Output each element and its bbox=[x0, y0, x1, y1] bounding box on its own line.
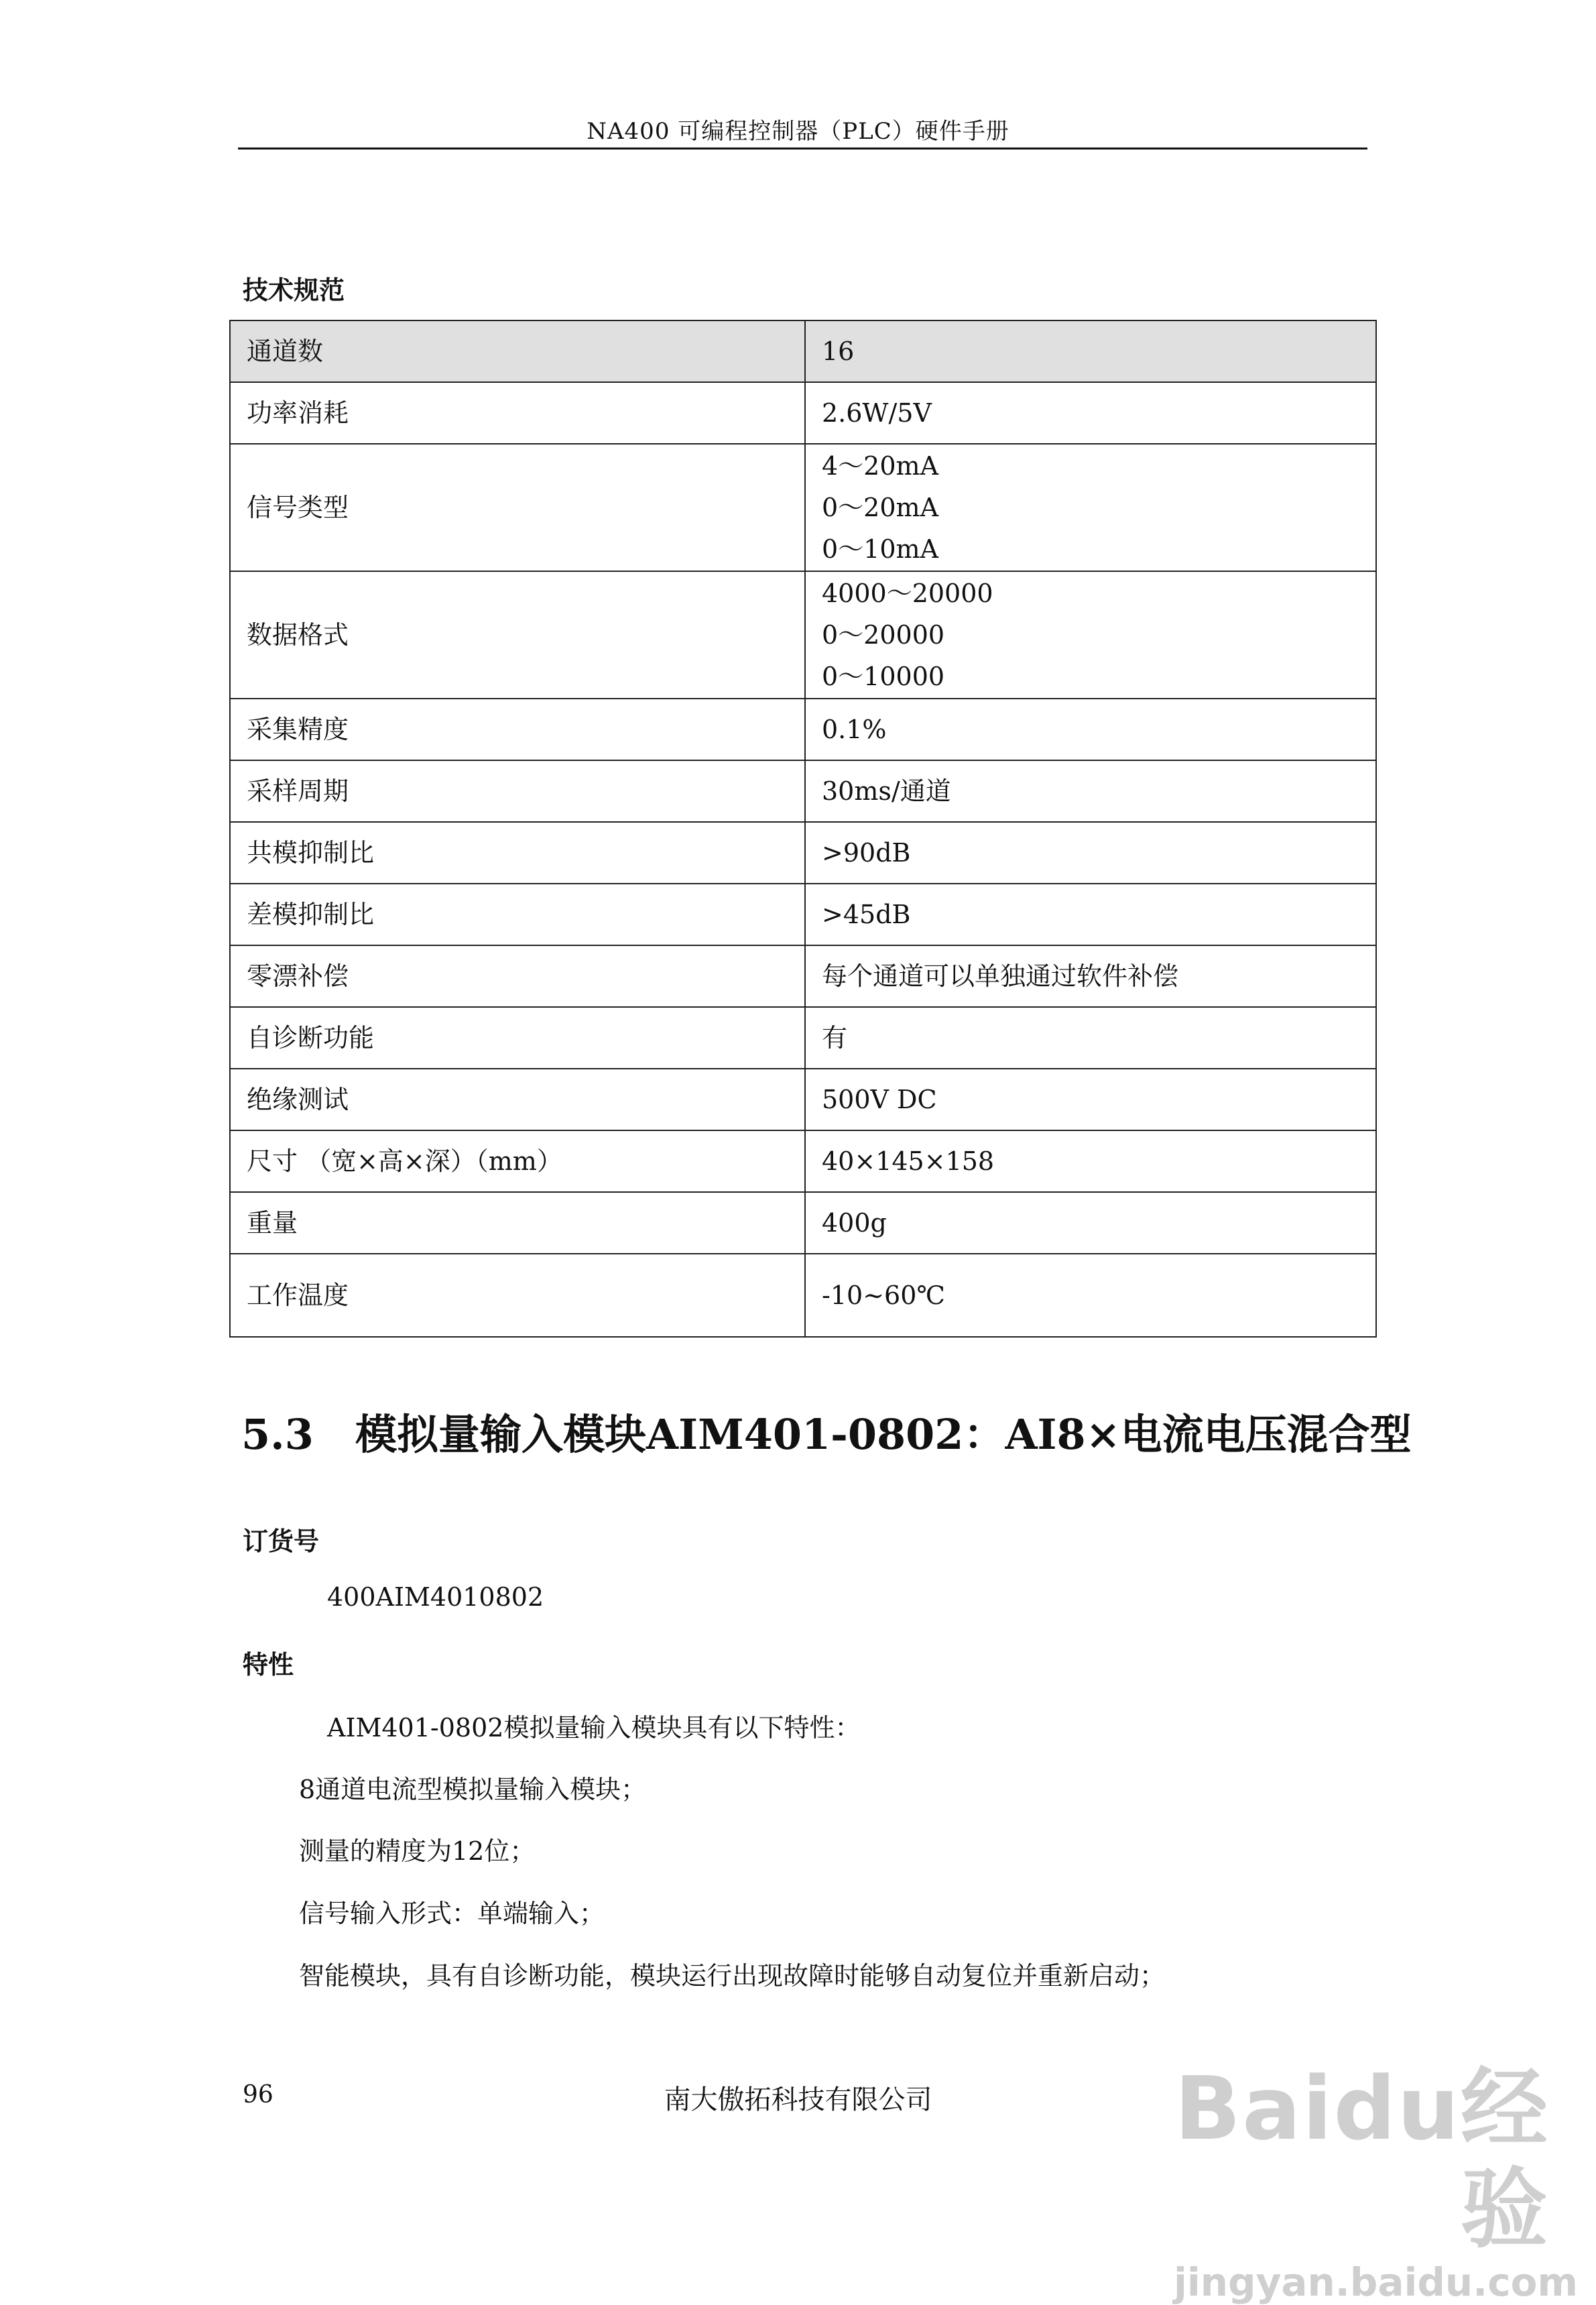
spec-value-line: 0～10mA bbox=[822, 534, 939, 564]
section-number: 5.3 bbox=[241, 1410, 314, 1459]
order-number: 400AIM4010802 bbox=[327, 1582, 544, 1612]
spec-value: >45dB bbox=[805, 884, 1376, 945]
spec-value-line: 0～20mA bbox=[822, 493, 939, 522]
page-header-title: NA400 可编程控制器（PLC）硬件手册 bbox=[587, 118, 1009, 145]
spec-label: 信号类型 bbox=[230, 444, 805, 571]
spec-heading: 技术规范 bbox=[243, 276, 345, 305]
spec-label: 数据格式 bbox=[230, 571, 805, 699]
section-heading bbox=[241, 1401, 1412, 1461]
watermark-logo: Baidu经验 bbox=[1174, 2058, 1549, 2260]
spec-value-line: 0～20000 bbox=[822, 620, 945, 650]
table-row bbox=[230, 1254, 1376, 1337]
table-row bbox=[230, 884, 1376, 945]
header-divider bbox=[238, 147, 1367, 150]
spec-value: 有 bbox=[805, 1007, 1376, 1069]
footer-company: 南大傲拓科技有限公司 bbox=[664, 2084, 932, 2115]
spec-value: 400g bbox=[805, 1192, 1376, 1254]
feature-item: 测量的精度为12位； bbox=[299, 1836, 536, 1866]
spec-label: 采样周期 bbox=[230, 760, 805, 822]
table-row bbox=[230, 444, 1376, 571]
feature-item: 信号输入形式：单端输入； bbox=[299, 1899, 605, 1928]
spec-value-line: 4～20mA bbox=[822, 451, 939, 481]
spec-label: 通道数 bbox=[230, 320, 805, 382]
spec-value-line: 0～10000 bbox=[822, 662, 945, 691]
spec-label: 采集精度 bbox=[230, 699, 805, 760]
watermark-url: jingyan.baidu.com bbox=[1174, 2259, 1578, 2305]
spec-label: 自诊断功能 bbox=[230, 1007, 805, 1069]
spec-label: 重量 bbox=[230, 1192, 805, 1254]
spec-label: 绝缘测试 bbox=[230, 1069, 805, 1130]
order-heading: 订货号 bbox=[243, 1527, 320, 1556]
table-row bbox=[230, 1192, 1376, 1254]
features-intro: AIM401-0802模拟量输入模块具有以下特性： bbox=[327, 1713, 861, 1742]
spec-value: 30ms/通道 bbox=[805, 760, 1376, 822]
baidu-watermark bbox=[1174, 2058, 1578, 2305]
spec-value: 每个通道可以单独通过软件补偿 bbox=[805, 945, 1376, 1007]
table-row bbox=[230, 320, 1376, 382]
feature-item: 8通道电流型模拟量输入模块； bbox=[299, 1775, 647, 1804]
features-heading: 特性 bbox=[243, 1650, 294, 1679]
table-row bbox=[230, 1069, 1376, 1130]
spec-value: 40×145×158 bbox=[805, 1130, 1376, 1192]
table-row bbox=[230, 945, 1376, 1007]
table-row bbox=[230, 571, 1376, 699]
spec-value: 16 bbox=[805, 320, 1376, 382]
spec-value: >90dB bbox=[805, 822, 1376, 884]
section-title: 模拟量输入模块AIM401-0802：AI8×电流电压混合型 bbox=[355, 1410, 1412, 1459]
table-row bbox=[230, 822, 1376, 884]
table-row bbox=[230, 382, 1376, 444]
table-row bbox=[230, 699, 1376, 760]
spec-label: 尺寸 （宽×高×深）（mm） bbox=[230, 1130, 805, 1192]
table-row bbox=[230, 760, 1376, 822]
spec-value: 2.6W/5V bbox=[805, 382, 1376, 444]
spec-label: 工作温度 bbox=[230, 1254, 805, 1337]
spec-value: 0.1% bbox=[805, 699, 1376, 760]
spec-value bbox=[805, 571, 1376, 699]
spec-label: 共模抑制比 bbox=[230, 822, 805, 884]
spec-value: -10~60℃ bbox=[805, 1254, 1376, 1337]
spec-value-line: 4000～20000 bbox=[822, 579, 993, 608]
feature-item: 智能模块，具有自诊断功能，模块运行出现故障时能够自动复位并重新启动； bbox=[299, 1961, 1166, 1991]
page-number: 96 bbox=[243, 2081, 273, 2109]
spec-label: 差模抑制比 bbox=[230, 884, 805, 945]
table-row bbox=[230, 1007, 1376, 1069]
spec-table bbox=[229, 320, 1377, 1338]
spec-value: 500V DC bbox=[805, 1069, 1376, 1130]
spec-label: 零漂补偿 bbox=[230, 945, 805, 1007]
table-row bbox=[230, 1130, 1376, 1192]
spec-value bbox=[805, 444, 1376, 571]
spec-label: 功率消耗 bbox=[230, 382, 805, 444]
